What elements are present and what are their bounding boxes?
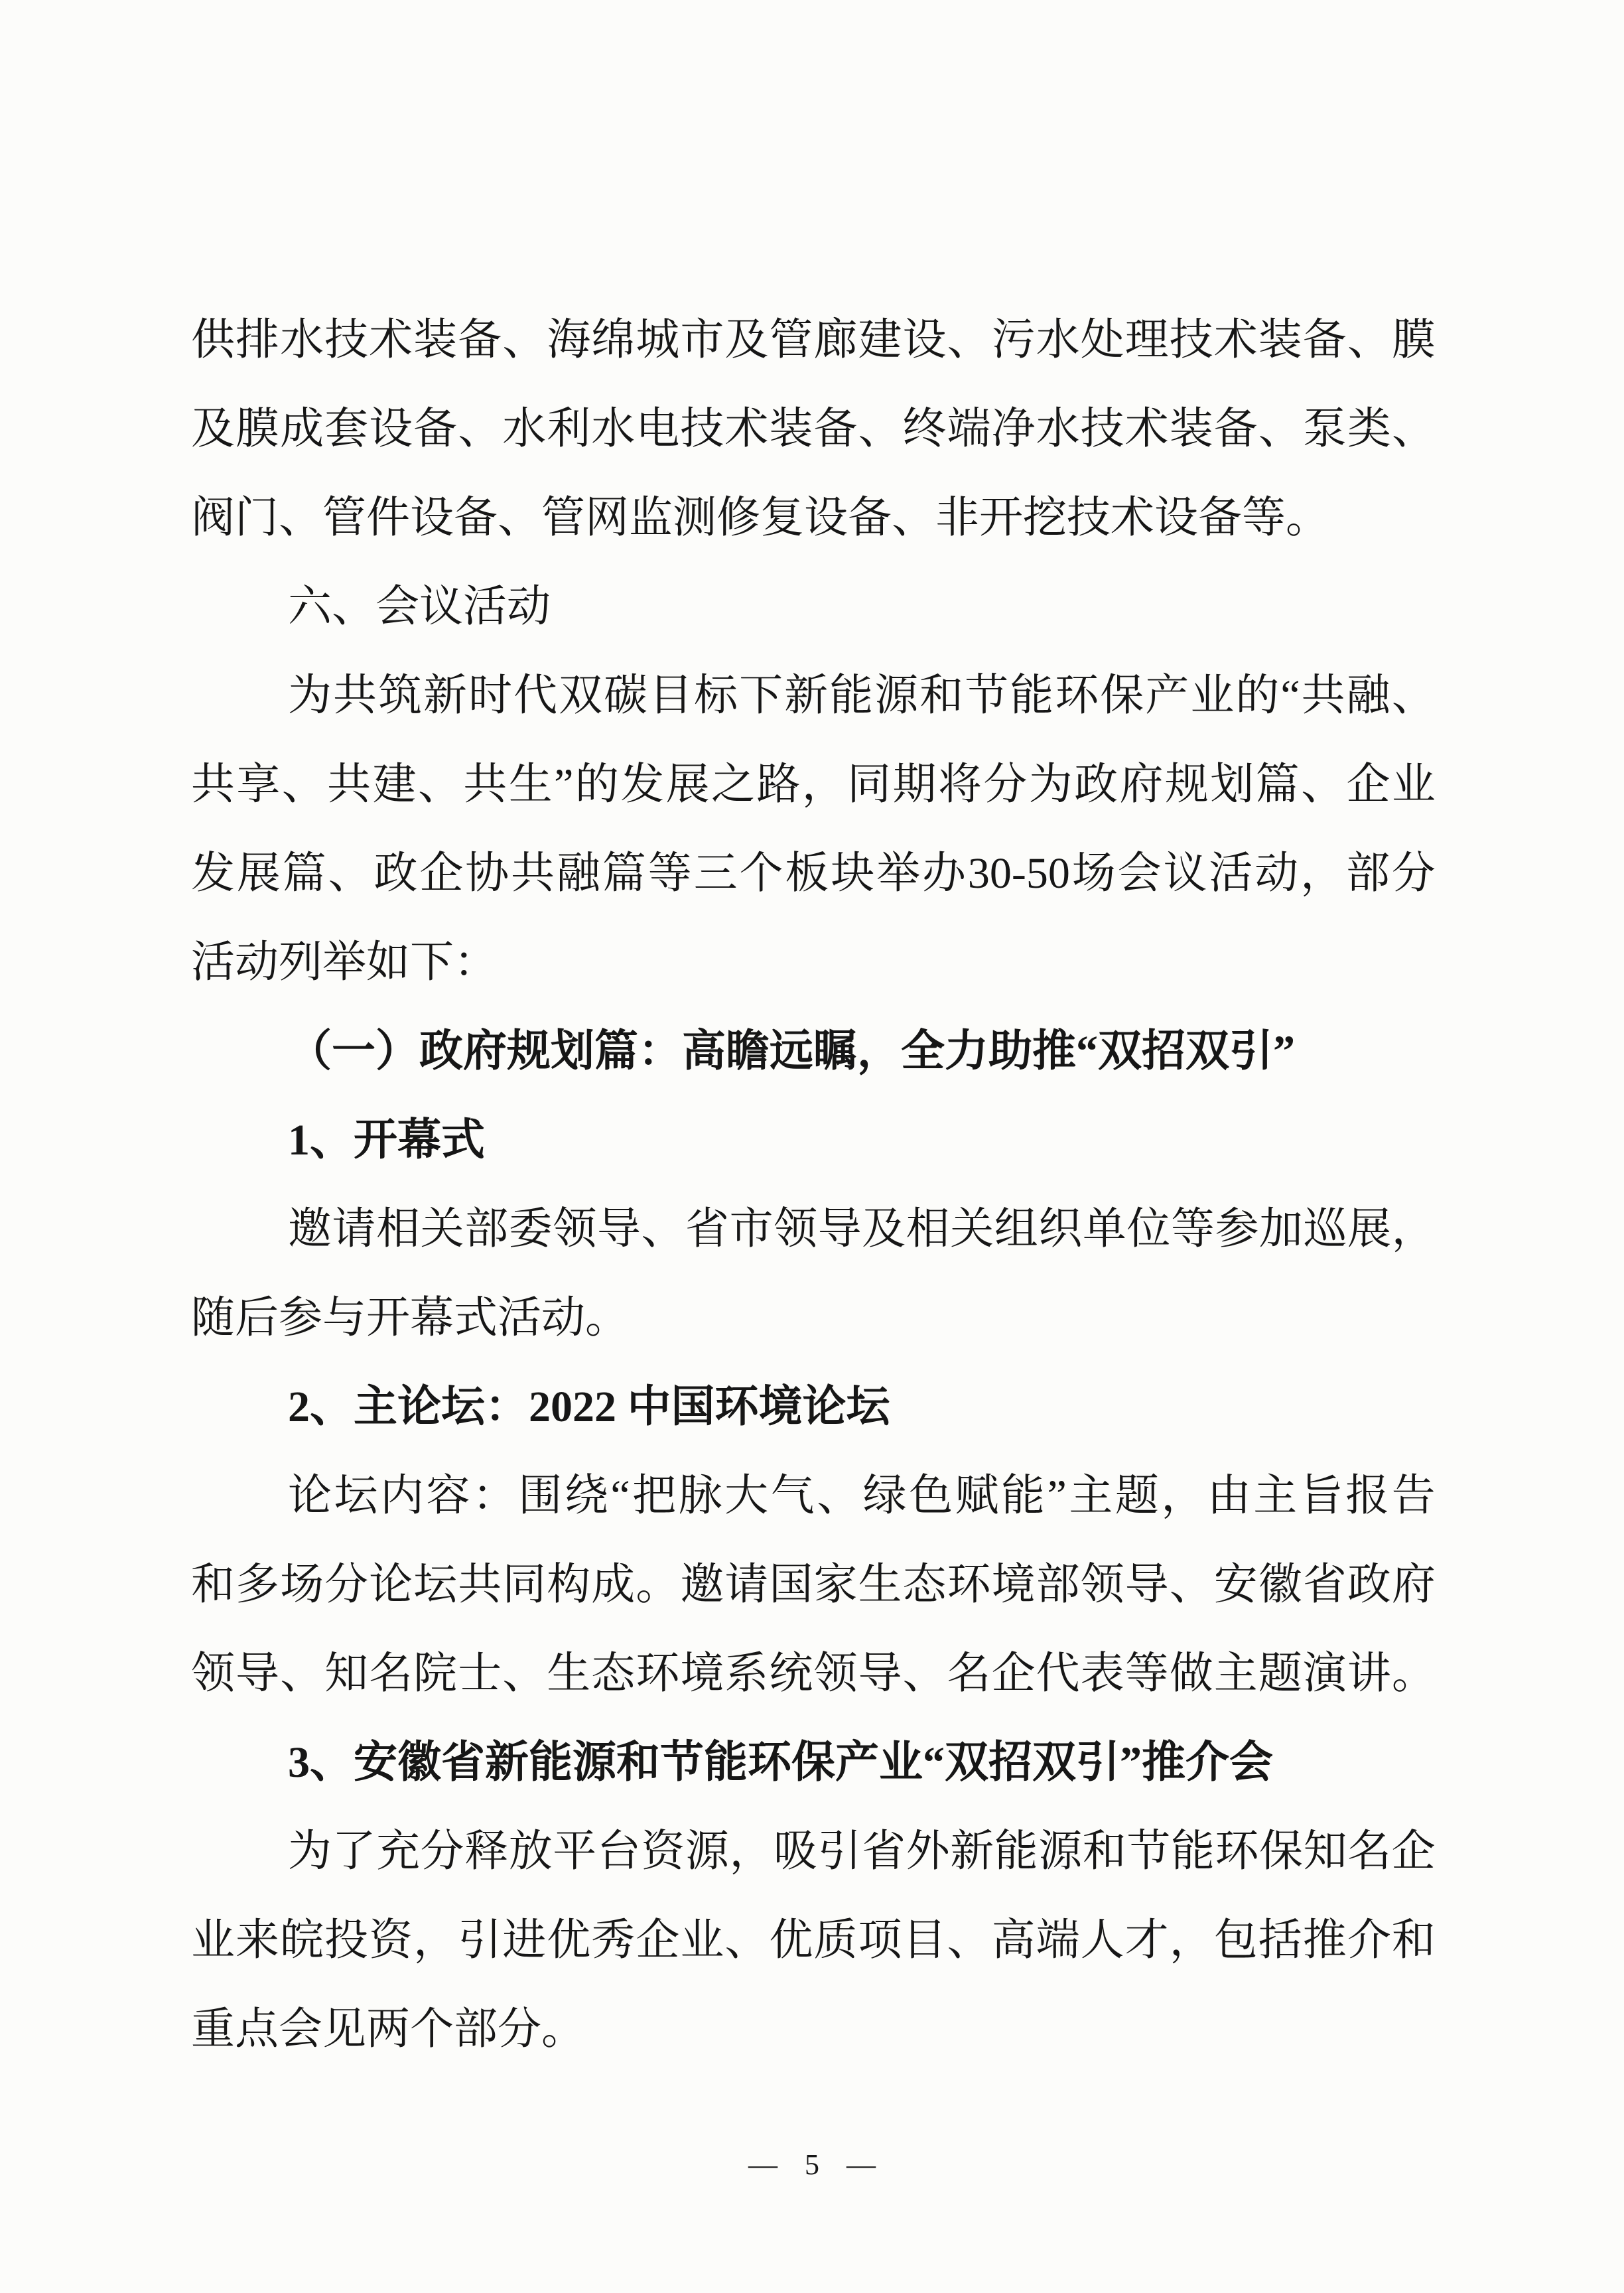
text-line: （一）政府规划篇：高瞻远瞩，全力助推“双招双引” [288,1027,1295,1076]
text-line: 邀 请 相 关 部 委 领 导 、 省 市 领 导 及 相 关 组 织 单 位 等 参 加 巡 展 ， [288,1205,1436,1253]
text-line: 业 来 皖 投 资 ， 引 进 优 秀 企 业 、 优 质 项 目 、 高 端 人 才 ， 包 括 推 介 和 [191,1916,1436,1965]
text-line: 和 多 场 分 论 坛 共 同 构 成 。 邀 请 国 家 生 态 环 境 部 领 导 、 安 徽 省 政 府 [191,1561,1436,1609]
text-line: 阀门、管件设备、管网监测修复设备、非开挖技术设备等。 [191,494,1329,542]
text-line: 领 导 、 知 名 院 士 、 生 态 环 境 系 统 领 导 、 名 企 代 表 等 做 主 题 演 讲 。 [191,1649,1436,1698]
text-line: 活动列举如下： [191,938,498,987]
text-line: 为 了 充 分 释 放 平 台 资 源 ， 吸 引 省 外 新 能 源 和 节 能 环 保 知 名 企 [288,1827,1436,1876]
page-number: — 5 — [748,2148,876,2181]
text-line: 六、会议活动 [288,583,551,631]
text-line: 1、开幕式 [288,1116,485,1164]
text-line: 发 展 篇 、 政 企 协 共 融 篇 等 三 个 板 块 举 办 30-50 场 会 议 活 动 ， 部 分 [191,849,1436,898]
text-line: 及 膜 成 套 设 备 、 水 利 水 电 技 术 装 备 、 终 端 净 水 技 术 装 备 、 泵 类 、 [191,405,1436,453]
text-line: 共 享 、 共 建 、 共 生 ” 的 发 展 之 路 ， 同 期 将 分 为 政 府 规 划 篇 、 企 业 [191,760,1436,809]
text-line: 随后参与开幕式活动。 [191,1294,629,1342]
text-line: 重点会见两个部分。 [191,2005,585,2053]
document-body [191,296,1436,2074]
text-line: 论 坛 内 容 ： 围 绕 “ 把 脉 大 气 、 绿 色 赋 能 ” 主 题 ， 由 主 旨 报 告 [288,1472,1436,1520]
text-line: 为 共 筑 新 时 代 双 碳 目 标 下 新 能 源 和 节 能 环 保 产 业 的 “ 共 融 、 [288,671,1436,720]
text-line: 供 排 水 技 术 装 备 、 海 绵 城 市 及 管 廊 建 设 、 污 水 处 理 技 术 装 备 、 膜 [191,316,1436,364]
text-line: 3、安徽省新能源和节能环保产业“双招双引”推介会 [288,1738,1273,1787]
text-line: 2、主论坛：2022 中国环境论坛 [288,1383,890,1431]
